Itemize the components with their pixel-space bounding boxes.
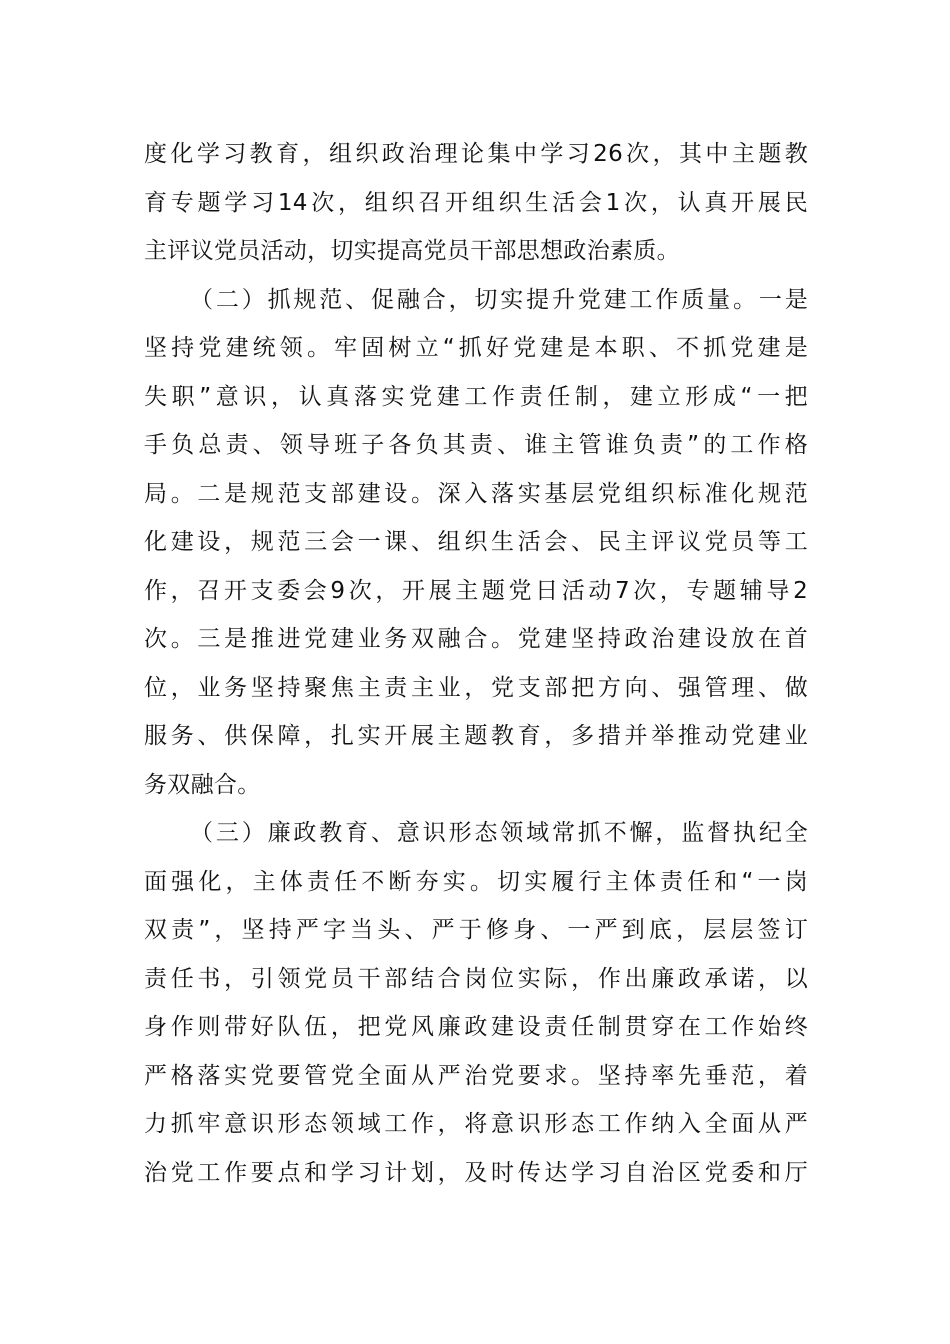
- text-line: 服务、供保障，扎实开展主题教育，多措并举推动党建业: [144, 723, 808, 749]
- text-line: （三）廉政教育、意识形态领域常抓不懈，监督执纪全: [190, 820, 808, 846]
- text-line: 育专题学习14次，组织召开组织生活会1次，认真开展民: [144, 189, 808, 216]
- text-line: 化建设，规范三会一课、组织生活会、民主评议党员等工: [144, 529, 808, 555]
- text-line: 作，召开支委会9次，开展主题党日活动7次，专题辅导2: [144, 577, 808, 604]
- text-line: 局。二是规范支部建设。深入落实基层党组织标准化规范: [144, 480, 808, 507]
- body-text: [144, 130, 808, 1197]
- text-line: 治党工作要点和学习计划，及时传达学习自治区党委和厅: [144, 1159, 808, 1186]
- text-line: 手负总责、领导班子各负其责、谁主管谁负责”的工作格: [144, 432, 808, 458]
- text-line: 力抓牢意识形态领域工作，将意识形态工作纳入全面从严: [144, 1111, 808, 1137]
- text-line: 严格落实党要管党全面从严治党要求。坚持率先垂范，着: [144, 1062, 808, 1089]
- text-line: 次。三是推进党建业务双融合。党建坚持政治建设放在首: [144, 626, 808, 652]
- text-line: 失职”意识，认真落实党建工作责任制，建立形成“一把: [144, 383, 808, 410]
- text-line: （二）抓规范、促融合，切实提升党建工作质量。一是: [190, 286, 808, 313]
- text-line: 责任书，引领党员干部结合岗位实际，作出廉政承诺，以: [144, 965, 808, 992]
- text-line: 坚持党建统领。牢固树立“抓好党建是本职、不抓党建是: [144, 335, 808, 361]
- text-line: 主评议党员活动，切实提高党员干部思想政治素质。: [144, 238, 680, 264]
- text-line: 面强化，主体责任不断夯实。切实履行主体责任和“一岗: [144, 868, 808, 895]
- text-line: 务双融合。: [144, 771, 261, 798]
- text-line: 度化学习教育，组织政治理论集中学习26次，其中主题教: [144, 141, 808, 167]
- text-line: 位，业务坚持聚焦主责主业，党支部把方向、强管理、做: [144, 674, 808, 701]
- text-line: 身作则带好队伍，把党风廉政建设责任制贯穿在工作始终: [144, 1014, 808, 1040]
- text-line: 双责”，坚持严字当头、严于修身、一严到底，层层签订: [144, 917, 808, 943]
